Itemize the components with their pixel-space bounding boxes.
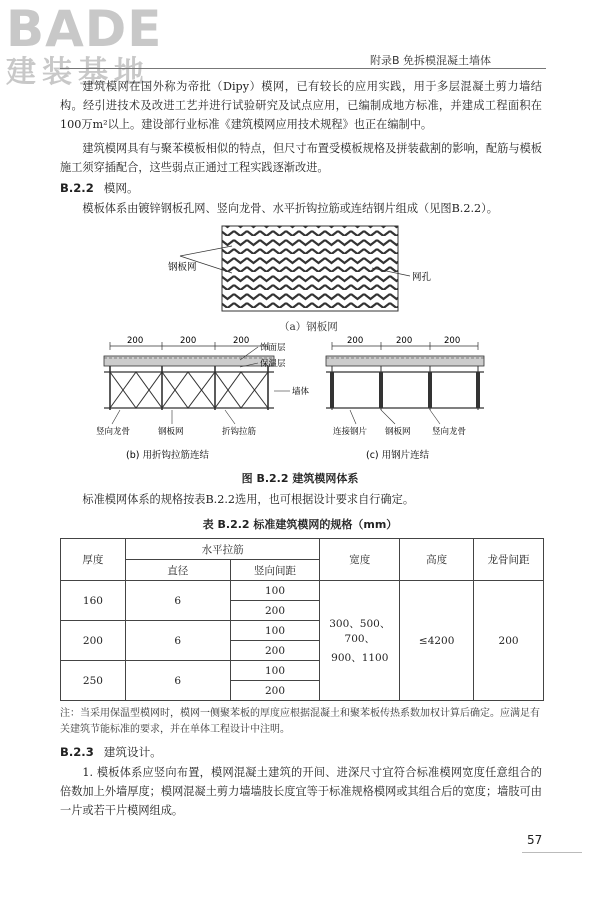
header-width: 宽度 [320, 539, 400, 581]
header-height: 高度 [400, 539, 474, 581]
caption-c: (c) 用钢片连结 [366, 450, 430, 461]
section-heading-b22 [60, 180, 139, 196]
cell-spacing: 100 [230, 621, 320, 641]
page-number: 57 [527, 833, 543, 847]
label-mesh-hole: 网孔 [412, 272, 432, 283]
cell-spacing: 100 [230, 581, 320, 601]
cell-diameter: 6 [125, 661, 230, 701]
width-line: 900、1100 [331, 652, 389, 664]
figure-bc-sections [0, 336, 600, 466]
header-spacing: 竖向间距 [230, 560, 320, 581]
cell-stud: 200 [474, 581, 544, 701]
header-thickness: 厚度 [61, 539, 126, 581]
cell-width [320, 581, 400, 701]
cell-spacing: 200 [230, 641, 320, 661]
logo-text-top: BADE [6, 0, 163, 58]
cell-diameter: 6 [125, 621, 230, 661]
cell-spacing: 100 [230, 661, 320, 681]
width-line: 300、500、700、 [329, 618, 391, 645]
caption-a: （a）钢板网 [279, 321, 338, 333]
label-mesh: 钢板网 [158, 427, 184, 437]
table-row [61, 581, 544, 601]
label-wall: 墙体 [292, 387, 310, 397]
b22-paragraph: 模板体系由镀锌钢板孔网、竖向龙骨、水平折钩拉筋或连结钢片组成（见图B.2.2）。 [82, 202, 498, 215]
running-header: 附录B 免拆模混凝土墙体 [370, 54, 492, 67]
insulation-layer [104, 356, 274, 366]
cell-thickness: 250 [61, 661, 126, 701]
figure-a-steel-mesh [0, 218, 600, 318]
label-mesh: 钢板网 [385, 427, 411, 437]
cell-height: ≤4200 [400, 581, 474, 701]
header-diameter: 直径 [125, 560, 230, 581]
section-title: 建筑设计。 [103, 745, 162, 759]
dim-label: 200 [127, 336, 144, 346]
table-title: 表 B.2.2 标准建筑模网的规格（mm） [202, 518, 398, 531]
section-heading-b23 [60, 744, 162, 760]
label-finish: 饰面层 [260, 343, 286, 353]
section-number: B.2.3 [60, 745, 94, 759]
label-insulation: 保温层 [260, 359, 286, 369]
spec-paragraph: 标准模网体系的规格按表B.2.2选用，也可根据设计要求自行确定。 [82, 493, 415, 506]
spec-table [60, 538, 544, 701]
header-stud: 龙骨间距 [474, 539, 544, 581]
cell-thickness: 160 [61, 581, 126, 621]
label-steel-mesh: 钢板网 [168, 262, 197, 273]
label-stud: 竖向龙骨 [432, 427, 467, 437]
cell-spacing: 200 [230, 681, 320, 701]
dim-label: 200 [347, 336, 364, 346]
dim-label: 200 [444, 336, 461, 346]
hook-bars [110, 372, 268, 408]
cell-spacing: 200 [230, 601, 320, 621]
section-number: B.2.2 [60, 181, 94, 195]
header-rule [60, 68, 546, 69]
insulation-layer [326, 356, 484, 366]
section-title: 模网。 [103, 181, 139, 195]
dim-label: 200 [180, 336, 197, 346]
table-note: 注：当采用保温型模网时，模网一侧聚苯板的厚度应根据混凝土和聚苯板传热系数加权计算后确定。应满足有关建筑节能标准的要求，并在单体工程设计中注明。 [60, 708, 540, 735]
label-plate: 连接钢片 [333, 427, 368, 437]
mesh-pattern [222, 226, 398, 311]
label-stud: 竖向龙骨 [96, 427, 131, 437]
dim-label: 200 [233, 336, 250, 346]
caption-b: (b) 用折钩拉筋连结 [126, 450, 209, 461]
label-hook: 折钩拉筋 [222, 427, 257, 437]
page-number-rule [522, 852, 582, 853]
figure-title: 图 B.2.2 建筑模网体系 [241, 472, 359, 485]
cell-thickness: 200 [61, 621, 126, 661]
intro-paragraph: 建筑模网在国外称为帝批（Dipy）模网，已有较长的应用实践，用于多层混凝土剪力墙结构。经引进技术及改进工艺并进行试验研究及试点应用，已编制成地方标准，并建成工程面积在100万m²以上。建设部行业标准《建筑模网应用技术规程》也正在编制中。 [60, 80, 542, 131]
cell-diameter: 6 [125, 581, 230, 621]
paragraph-2: 建筑模网具有与聚苯模板相似的特点，但尺寸布置受模板规格及拼装截割的影响，配筋与模板施工须穿插配合，这些弱点正通过工程实践逐渐改进。 [60, 142, 542, 174]
dim-label: 200 [396, 336, 413, 346]
logo-text-bottom: 建装基地 [6, 55, 150, 90]
header-horizontal: 水平拉筋 [125, 539, 320, 560]
b23-paragraph: 1. 模板体系应竖向布置，模网混凝土建筑的开间、进深尺寸宜符合标准模网宽度任意组合的倍数加上外墙厚度；模网混凝土剪力墙墙肢长度宜等于标准规格模网或其组合后的宽度；墙肢可由一片或若干片模网组成。 [60, 766, 542, 817]
